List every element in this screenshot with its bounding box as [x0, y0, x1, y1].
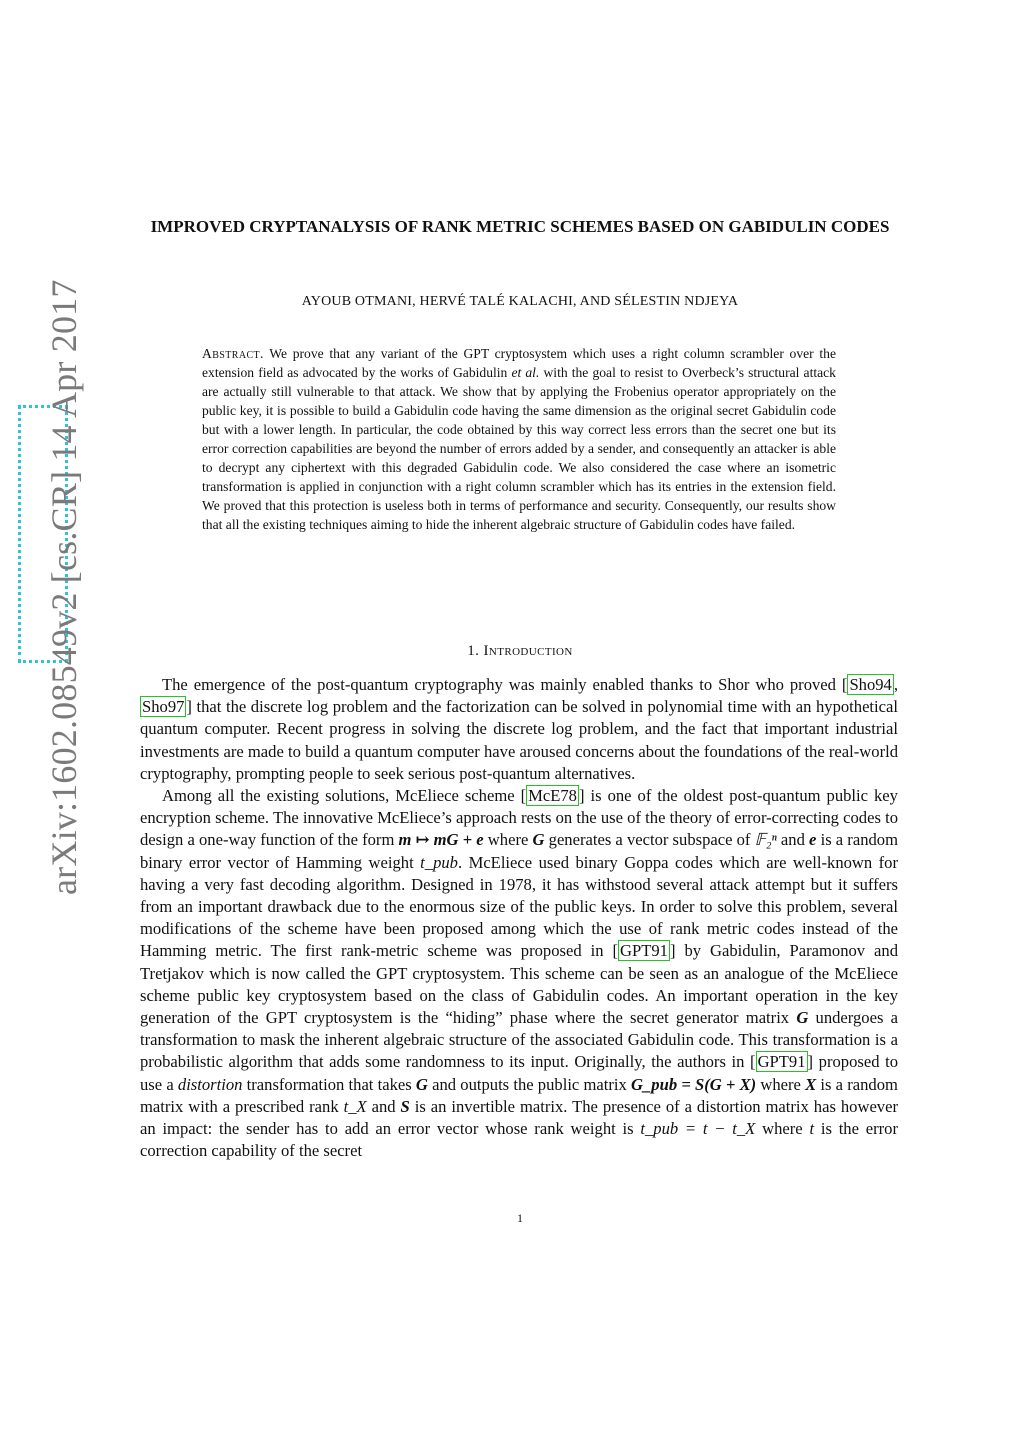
math-s: S — [400, 1096, 410, 1116]
math-g: G — [415, 1074, 428, 1094]
text-run: is a random binary error vector of Hamming weight — [140, 830, 898, 872]
citation-sho97[interactable]: Sho97 — [142, 697, 185, 717]
text-run: is an invertible matrix. The presence of a distortion matrix has however an impact: the sender has to add an error vector whose rank weight is — [140, 1096, 898, 1139]
math-gpub-equation: G_pub = S(G + X) — [631, 1074, 757, 1094]
text-run: and — [780, 830, 805, 850]
introduction-body — [140, 674, 898, 1162]
math-t: t — [809, 1119, 815, 1139]
section-number: 1. — [467, 643, 480, 659]
intro-paragraph-2: Among all the existing solutions, McEliece scheme [ McE78 ] is one of the oldest post-quantum public key encryption scheme. The innovative McEliece’s approach rests on the use of the theory of error-correcting codes to design a one-way function of the form m ↦ mG + e where G generates a vector subspace of 𝔽₂ⁿ and e is a random binary error vector of Hamming weight t_pub. McEliece used binary Goppa codes which are well-known for having a very fast decoding algorithm. Designed in 1978, it has withstood several attack attempt but it suffers from an important drawback due to the enormous size of the public keys. In order to solve this problem, several modifications of the scheme have been proposed among which the use of rank metric codes instead of the Hamming metric. The first rank-metric scheme was proposed in [ GPT91 ] by Gabidulin, Paramonov and Tretjakov which is now called the GPT cryptosystem. This scheme can be seen as an analogue of the McEliece scheme public key cryptosystem based on the class of Gabidulin codes. An important operation in the key generation of the GPT cryptosystem is the “hiding” phase where the secret generator matrix G undergoes a transformation to mask the inherent algebraic structure of the associated Gabidulin code. This transformation is a probabilistic algorithm that adds some randomness to its input. Originally, the authors in [ GPT91 ] proposed to use a distortion transformation that takes G and outputs the public matrix G_pub = S(G + X) where X is a random matrix with a prescribed rank t_X and S is an invertible matrix. The presence of a distortion matrix has however an impact: the sender has to add an error vector whose rank weight is t_pub = t − t_X where t is the error correction capability of the secret — [140, 786, 899, 1161]
text-run: and outputs the public matrix — [432, 1074, 627, 1094]
text-run: where — [487, 830, 529, 850]
text-run: and — [371, 1096, 396, 1116]
abstract-label: Abstract. — [202, 346, 264, 361]
text-run: is the error correction capability of the secret — [140, 1119, 898, 1161]
math-mapping: m ↦ mG + e — [398, 830, 484, 850]
math-tpub-equation: t_pub = t − t_X — [640, 1119, 756, 1139]
text-distortion: distortion — [177, 1074, 243, 1094]
abstract-text-1: We prove that any variant of the GPT cryptosystem which uses a right column scrambler over the extension field as advocated by the works of Gabidulin — [202, 346, 836, 380]
text-run: proposed to use a — [140, 1052, 898, 1094]
text-run: undergoes a transformation to mask the inherent algebraic structure of the associated Gabidulin code. This transformation is a probabilistic algorithm that adds some randomness to its input. Originally, the authors in — [140, 1008, 899, 1072]
abstract — [202, 344, 836, 534]
math-g: G — [796, 1008, 809, 1028]
citation-gpt91[interactable]: GPT91 — [757, 1052, 806, 1072]
text-run: where — [760, 1074, 801, 1094]
text-run: that the discrete log problem and the factorization can be solved in polynomial time with an hypothetical quantum computer. Recent progress in solving the discrete log problem, and the fact that important industrial investments are made to build a quantum computer have aroused concerns about the foundations of the real-world cryptography, prompting people to seek serious post-quantum alternatives. — [140, 697, 898, 783]
text-run: The emergence of the post-quantum cryptography was mainly enabled thanks to Shor who proved — [162, 675, 836, 694]
text-run: . McEliece used binary Goppa codes which are well-known for having a very fast decoding algorithm. Designed in 1978, it has withstood several attack attempt but it suffers from an important drawback due to the enormous size of the public keys. In order to solve this problem, several modifications of the scheme have been proposed among which the use of rank metric codes instead of the Hamming metric. The first rank-metric scheme was proposed in — [140, 852, 898, 961]
citation-gpt91[interactable]: GPT91 — [620, 941, 668, 961]
paper-title: IMPROVED CRYPTANALYSIS OF RANK METRIC SCHEMES BASED ON GABIDULIN CODES — [150, 217, 890, 236]
math-field: 𝔽₂ⁿ — [754, 830, 777, 850]
text-run: Among all the existing solutions, McEliece scheme — [162, 786, 515, 806]
citation-mce78[interactable]: McE78 — [528, 786, 577, 806]
math-x: X — [805, 1074, 817, 1094]
text-run: by Gabidulin, Paramonov and Tretjakov which is now called the GPT cryptosystem. This scheme can be seen as an analogue of the McEliece scheme public key cryptosystem based on the class of Gabidulin codes. An important operation in the key generation of the GPT cryptosystem is the “hiding” phase where the secret generator matrix — [140, 941, 898, 1028]
abstract-etal: et al. — [511, 365, 540, 380]
text-run: transformation that takes — [246, 1074, 412, 1094]
math-tpub: t_pub — [420, 852, 458, 872]
text-run: is a random matrix with a prescribed rank — [140, 1074, 898, 1116]
math-e: e — [809, 830, 817, 850]
math-tx: t_X — [343, 1096, 367, 1116]
abstract-text-2: with the goal to resist to Overbeck’s structural attack are actually still vulnerable to that attack. We show that by applying the Frobenius operator appropriately on the public key, it is possible to build a Gabidulin code having the same dimension as the original secret Gabidulin code but with a lower length. In particular, the code obtained by this way correct less errors than the secret one but its error correction capabilities are beyond the number of errors added by a sender, and consequently an attacker is able to decrypt any ciphertext with this degraded Gabidulin code. We also considered the case where an isometric transformation is applied in conjunction with a right column scrambler which has its entries in the extension field. We proved that this protection is useless both in terms of performance and security. Consequently, our results show that all the existing techniques aiming to hide the inherent algebraic structure of Gabidulin codes have failed. — [202, 365, 836, 532]
page-number: 1 — [517, 1211, 523, 1225]
intro-paragraph-1: The emergence of the post-quantum cryptography was mainly enabled thanks to Shor who proved [ Sho94 , Sho97 ] that the discrete log problem and the factorization can be solved in polynomial time with an hypothetical quantum computer. Recent progress in solving the discrete log problem, and the fact that important industrial investments are made to build a quantum computer have aroused concerns about the foundations of the real-world cryptography, prompting people to seek serious post-quantum alternatives. — [140, 675, 899, 783]
text-run: is one of the oldest post-quantum public key encryption scheme. The innovative McEliece’s approach rests on the use of the theory of error-correcting codes to design a one-way function of the form — [140, 786, 898, 850]
section-heading-introduction — [140, 643, 900, 660]
text-run: generates a vector subspace of — [548, 830, 751, 850]
text-run: where — [762, 1119, 803, 1139]
math-g: G — [532, 830, 545, 850]
paper-authors: AYOUB OTMANI, HERVÉ TALÉ KALACHI, AND SÉLESTIN NDJEYA — [301, 294, 739, 309]
arxiv-identifier[interactable]: arXiv:1602.08549v2 [cs.CR] 14 Apr 2017 — [44, 279, 84, 895]
citation-sho94[interactable]: Sho94 — [849, 675, 892, 694]
section-title: Introduction — [483, 643, 573, 659]
